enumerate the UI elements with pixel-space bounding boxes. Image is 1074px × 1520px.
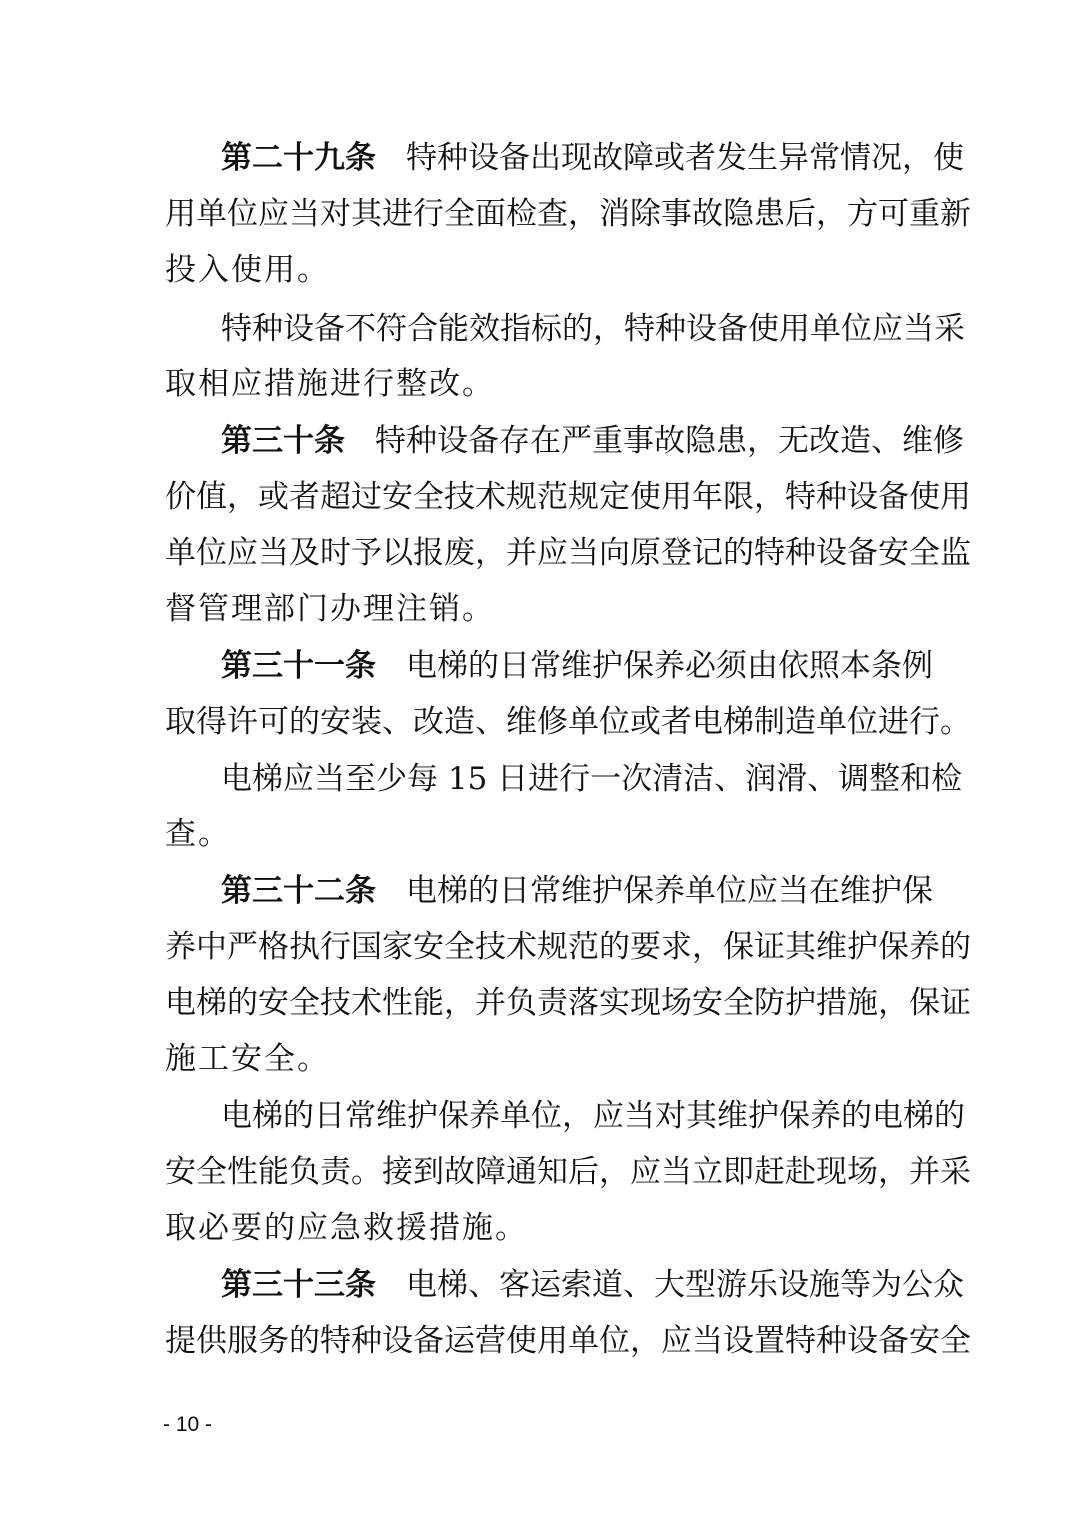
article-31-line-2: 取得许可的安装、改造、维修单位或者电梯制造单位进行。 xyxy=(165,704,971,740)
article-32-para2-line-3: 取必要的应急救援措施。 xyxy=(165,1210,528,1246)
article-32-para2-line-1: 电梯的日常维护保养单位，应当对其维护保养的电梯的 xyxy=(221,1098,965,1134)
article-29-para2-line-1: 特种设备不符合能效指标的，特种设备使用单位应当采 xyxy=(221,311,965,347)
article-30-line-3: 单位应当及时予以报废，并应当向原登记的特种设备安全监 xyxy=(165,535,971,571)
article-32-line-1 xyxy=(221,863,933,919)
article-29-para2-line-2: 取相应措施进行整改。 xyxy=(165,366,495,402)
article-32-line-3: 电梯的安全技术性能，并负责落实现场安全防护措施，保证 xyxy=(165,985,971,1021)
article-32-line-4: 施工安全。 xyxy=(165,1041,330,1077)
article-31-line-1 xyxy=(221,638,933,694)
article-33-line-1 xyxy=(221,1257,964,1313)
article-30-heading: 第三十条 xyxy=(221,423,345,459)
article-31-para2-line-2: 查。 xyxy=(165,816,231,852)
article-29-text: 特种设备出现故障或者发生异常情况，使 xyxy=(406,140,964,176)
article-33-heading: 第三十三条 xyxy=(221,1267,376,1303)
article-33-text: 电梯、客运索道、大型游乐设施等为公众 xyxy=(406,1267,964,1303)
article-30-line-2: 价值，或者超过安全技术规范规定使用年限，特种设备使用 xyxy=(165,479,971,515)
article-32-heading: 第三十二条 xyxy=(221,873,376,909)
article-32-text: 电梯的日常维护保养单位应当在维护保 xyxy=(406,873,933,909)
article-32-para2-line-2: 安全性能负责。接到故障通知后，应当立即赶赴现场，并采 xyxy=(165,1154,971,1190)
article-32-line-2: 养中严格执行国家安全技术规范的要求，保证其维护保养的 xyxy=(165,929,971,965)
article-29-heading: 第二十九条 xyxy=(221,140,376,176)
article-29-line-1 xyxy=(221,130,964,186)
page-number: - 10 - xyxy=(163,1413,213,1436)
article-31-text: 电梯的日常维护保养必须由依照本条例 xyxy=(406,648,933,684)
article-30-text: 特种设备存在严重事故隐患，无改造、维修 xyxy=(375,423,964,459)
article-33-line-2: 提供服务的特种设备运营使用单位，应当设置特种设备安全 xyxy=(165,1323,971,1359)
article-29-line-2: 用单位应当对其进行全面检查，消除事故隐患后，方可重新 xyxy=(165,196,971,232)
article-30-line-4: 督管理部门办理注销。 xyxy=(165,591,495,627)
article-31-para2-line-1: 电梯应当至少每 15 日进行一次清洁、润滑、调整和检 xyxy=(221,761,963,797)
article-31-heading: 第三十一条 xyxy=(221,648,376,684)
article-30-line-1 xyxy=(221,413,964,469)
article-29-line-3: 投入使用。 xyxy=(165,252,330,288)
